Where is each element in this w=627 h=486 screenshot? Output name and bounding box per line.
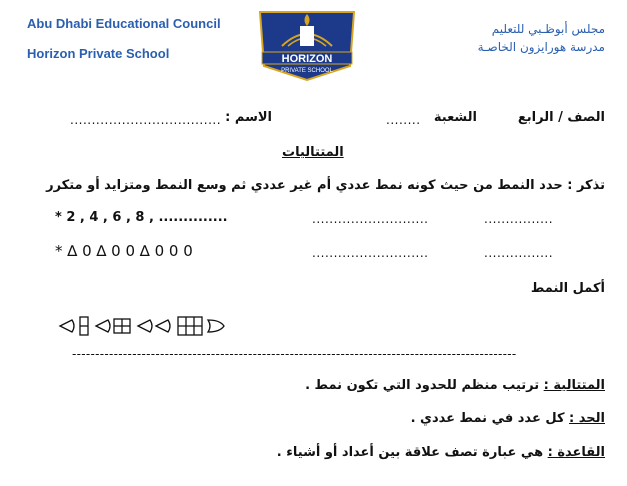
- definition-term: الحد :: [569, 411, 605, 426]
- pattern-wedge-icon: [208, 320, 224, 332]
- complete-pattern-label: أكمل النمط: [530, 281, 605, 296]
- school-logo: [252, 4, 362, 84]
- pattern-grid-3x2-icon: [178, 317, 202, 335]
- definition-term: القاعدة :: [547, 445, 605, 460]
- council-name-en: Abu Dhabi Educational Council: [27, 16, 221, 31]
- school-name-ar: مدرسة هورايزون الخاصـة: [477, 40, 605, 54]
- sequence-blank-2: ................: [484, 212, 554, 226]
- name-label: الاسم :: [225, 110, 272, 125]
- sequence-shapes: * ∆ 0 ∆ 0 0 ∆ 0 0 0: [55, 242, 193, 260]
- section-label: الشعبة: [433, 110, 477, 125]
- logo-text: HORIZON: [281, 53, 333, 65]
- logo-subtext: PRIVATE SCHOOL: [281, 68, 333, 74]
- pattern-shapes-row: [58, 315, 248, 337]
- remember-instruction: تذكر : حدد النمط من حيث كونه نمط عددي أم غير عددي ثم وسع النمط ومتزايد أو متكرر: [46, 178, 605, 193]
- page-title: المتتاليات: [282, 145, 344, 160]
- pattern-wedge-icon: [60, 320, 74, 332]
- pattern-wedge-icon: [156, 320, 170, 332]
- sequence-blank-3: ...........................: [312, 246, 429, 260]
- definition-term-item: [411, 411, 605, 426]
- section-divider: ------------------------------------------------------------------------------------------------: [72, 347, 517, 361]
- section-blank: ........: [386, 113, 421, 127]
- definition-sequence: [305, 378, 605, 393]
- pattern-tall-box-icon: [80, 317, 88, 335]
- school-name-en: Horizon Private School: [27, 46, 170, 61]
- pattern-grid-2x2-icon: [114, 319, 130, 333]
- pattern-wedge-icon: [96, 320, 110, 332]
- definition-term: المتتالية :: [543, 378, 605, 393]
- definition-text: كل عدد في نمط عددي .: [410, 411, 570, 426]
- grade-label: الصف / الرابع: [517, 110, 605, 125]
- definition-text: هي عبارة تصف علاقة بين أعداد أو أشياء .: [276, 445, 548, 460]
- definition-rule: [277, 445, 605, 460]
- pattern-wedge-icon: [138, 320, 152, 332]
- sequence-numeric: * 2 , 4 , 6 , 8 , ..............: [55, 210, 228, 225]
- definition-text: ترتيب منظم للحدود التي تكون نمط .: [305, 378, 544, 393]
- council-name-ar: مجلس أبوظـبي للتعليم: [491, 22, 605, 36]
- sequence-blank-1: ...........................: [312, 212, 429, 226]
- sequence-blank-4: ................: [484, 246, 554, 260]
- name-blank: ...................................: [70, 113, 222, 127]
